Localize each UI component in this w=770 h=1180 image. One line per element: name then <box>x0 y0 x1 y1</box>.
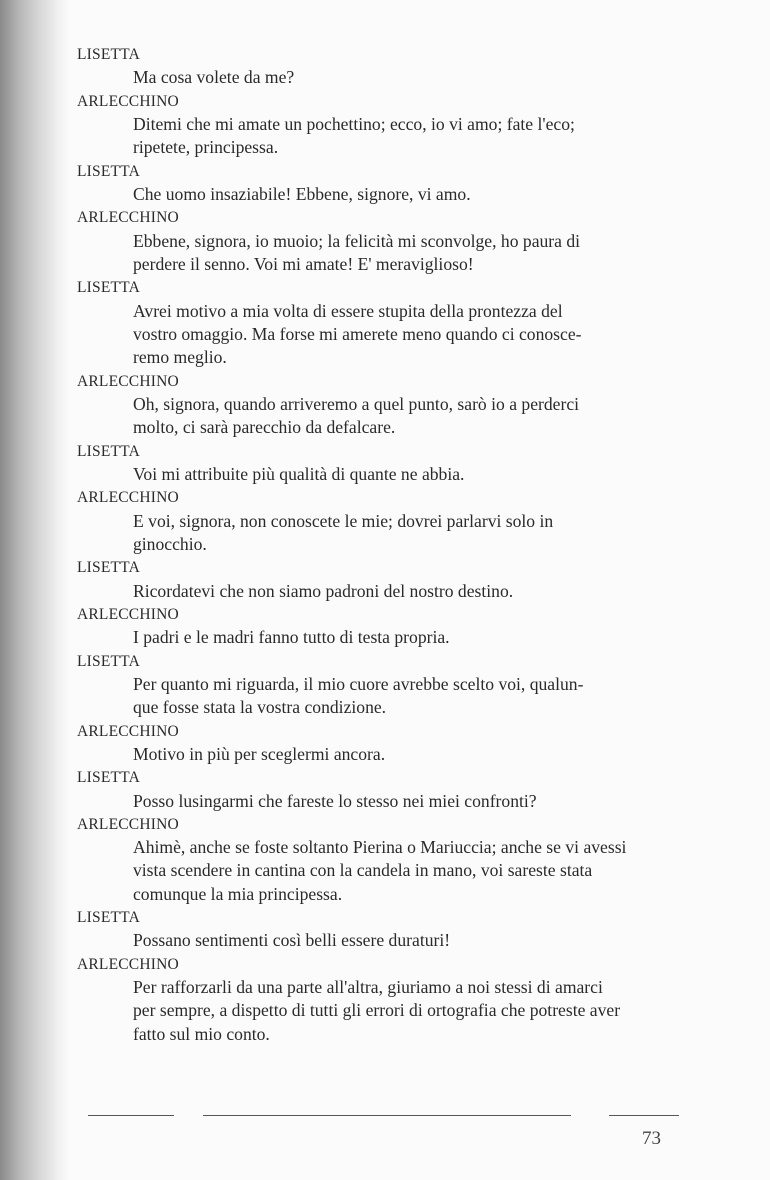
speech-line: Oh, signora, quando arriveremo a quel punto, sarò io a perderci <box>133 393 580 414</box>
dialogue-block <box>77 276 717 369</box>
dialogue-block <box>77 43 717 90</box>
speech-line: Ricordatevi che non siamo padroni del nostro destino. <box>133 580 514 601</box>
speech-line: molto, ci sarà parecchio da defalcare. <box>133 417 396 438</box>
speech-line: Voi mi attribuite più qualità di quante ne abbia. <box>133 463 465 484</box>
speaker-name: LISETTA <box>77 769 141 787</box>
play-dialogue <box>77 43 717 1046</box>
speaker-name: LISETTA <box>77 652 141 670</box>
dialogue-block <box>77 906 717 953</box>
dialogue-block <box>77 440 717 487</box>
speech-line: comunque la mia principessa. <box>133 883 343 904</box>
speech-line: perdere il senno. Voi mi amate! E' meraviglioso! <box>133 253 474 274</box>
footer-rule <box>609 1115 679 1116</box>
speaker-name: LISETTA <box>77 46 141 63</box>
speech-line: Posso lusingarmi che fareste lo stesso nei miei confronti? <box>133 790 537 811</box>
speaker-name: ARLECCHINO <box>77 372 179 390</box>
speaker-name: ARLECCHINO <box>77 489 179 507</box>
dialogue-block <box>77 953 717 1046</box>
speaker-name: LISETTA <box>77 559 141 577</box>
dialogue-block <box>77 766 717 813</box>
speaker-name: LISETTA <box>77 909 141 927</box>
speech-line: E voi, signora, non conoscete le mie; dovrei parlarvi solo in <box>133 510 554 531</box>
speech-line: per sempre, a dispetto di tutti gli errori di ortografia che potreste aver <box>133 1000 621 1021</box>
speech-line: fatto sul mio conto. <box>133 1023 270 1044</box>
dialogue-block <box>77 370 717 440</box>
dialogue-block <box>77 206 717 276</box>
speaker-name: ARLECCHINO <box>77 955 179 973</box>
speech-line: Motivo in più per sceglermi ancora. <box>133 743 386 764</box>
speaker-name: ARLECCHINO <box>77 209 179 227</box>
speech-line: remo meglio. <box>133 347 227 368</box>
speech-line: vista scendere in cantina con la candela in mano, voi sareste stata <box>133 860 593 881</box>
speech-line: Per rafforzarli da una parte all'altra, giuriamo a noi stessi di amarci <box>133 977 603 998</box>
book-gutter-shadow <box>0 0 70 1180</box>
speaker-name: ARLECCHINO <box>77 605 179 623</box>
dialogue-block <box>77 603 717 650</box>
speaker-name: ARLECCHINO <box>77 815 179 833</box>
speech-line: Possano sentimenti così belli essere duraturi! <box>133 930 451 951</box>
footer-rule <box>88 1115 174 1116</box>
speech-line: Che uomo insaziabile! Ebbene, signore, vi amo. <box>133 183 471 204</box>
speaker-name: LISETTA <box>77 442 141 460</box>
dialogue-block <box>77 813 717 906</box>
speaker-name: LISETTA <box>77 279 141 297</box>
dialogue-block <box>77 486 717 556</box>
dialogue-block <box>77 720 717 767</box>
dialogue-block <box>77 160 717 207</box>
speech-line: Ebbene, signora, io muoio; la felicità mi sconvolge, ho paura di <box>133 230 581 251</box>
speech-line: Ahimè, anche se foste soltanto Pierina o Mariuccia; anche se vi avessi <box>133 837 627 858</box>
speech-line: Ma cosa volete da me? <box>133 67 295 88</box>
dialogue-block <box>77 556 717 603</box>
speaker-name: LISETTA <box>77 162 141 180</box>
dialogue-block <box>77 90 717 160</box>
speech-line: vostro omaggio. Ma forse mi amerete meno quando ci conosce- <box>133 323 582 344</box>
speech-line: Ditemi che mi amate un pochettino; ecco, io vi amo; fate l'eco; <box>133 113 575 134</box>
speech-line: ginocchio. <box>133 533 207 554</box>
speaker-name: ARLECCHINO <box>77 92 179 110</box>
speech-line: Per quanto mi riguarda, il mio cuore avrebbe scelto voi, qualun- <box>133 673 584 694</box>
speech-line: Avrei motivo a mia volta di essere stupita della prontezza del <box>133 300 563 321</box>
speaker-name: ARLECCHINO <box>77 722 179 740</box>
speech-line: I padri e le madri fanno tutto di testa propria. <box>133 627 450 648</box>
dialogue-block <box>77 650 717 720</box>
footer-rule <box>203 1115 571 1116</box>
speech-line: que fosse stata la vostra condizione. <box>133 697 387 718</box>
page-number: 73 <box>642 1128 661 1149</box>
speech-line: ripetete, principessa. <box>133 137 279 158</box>
